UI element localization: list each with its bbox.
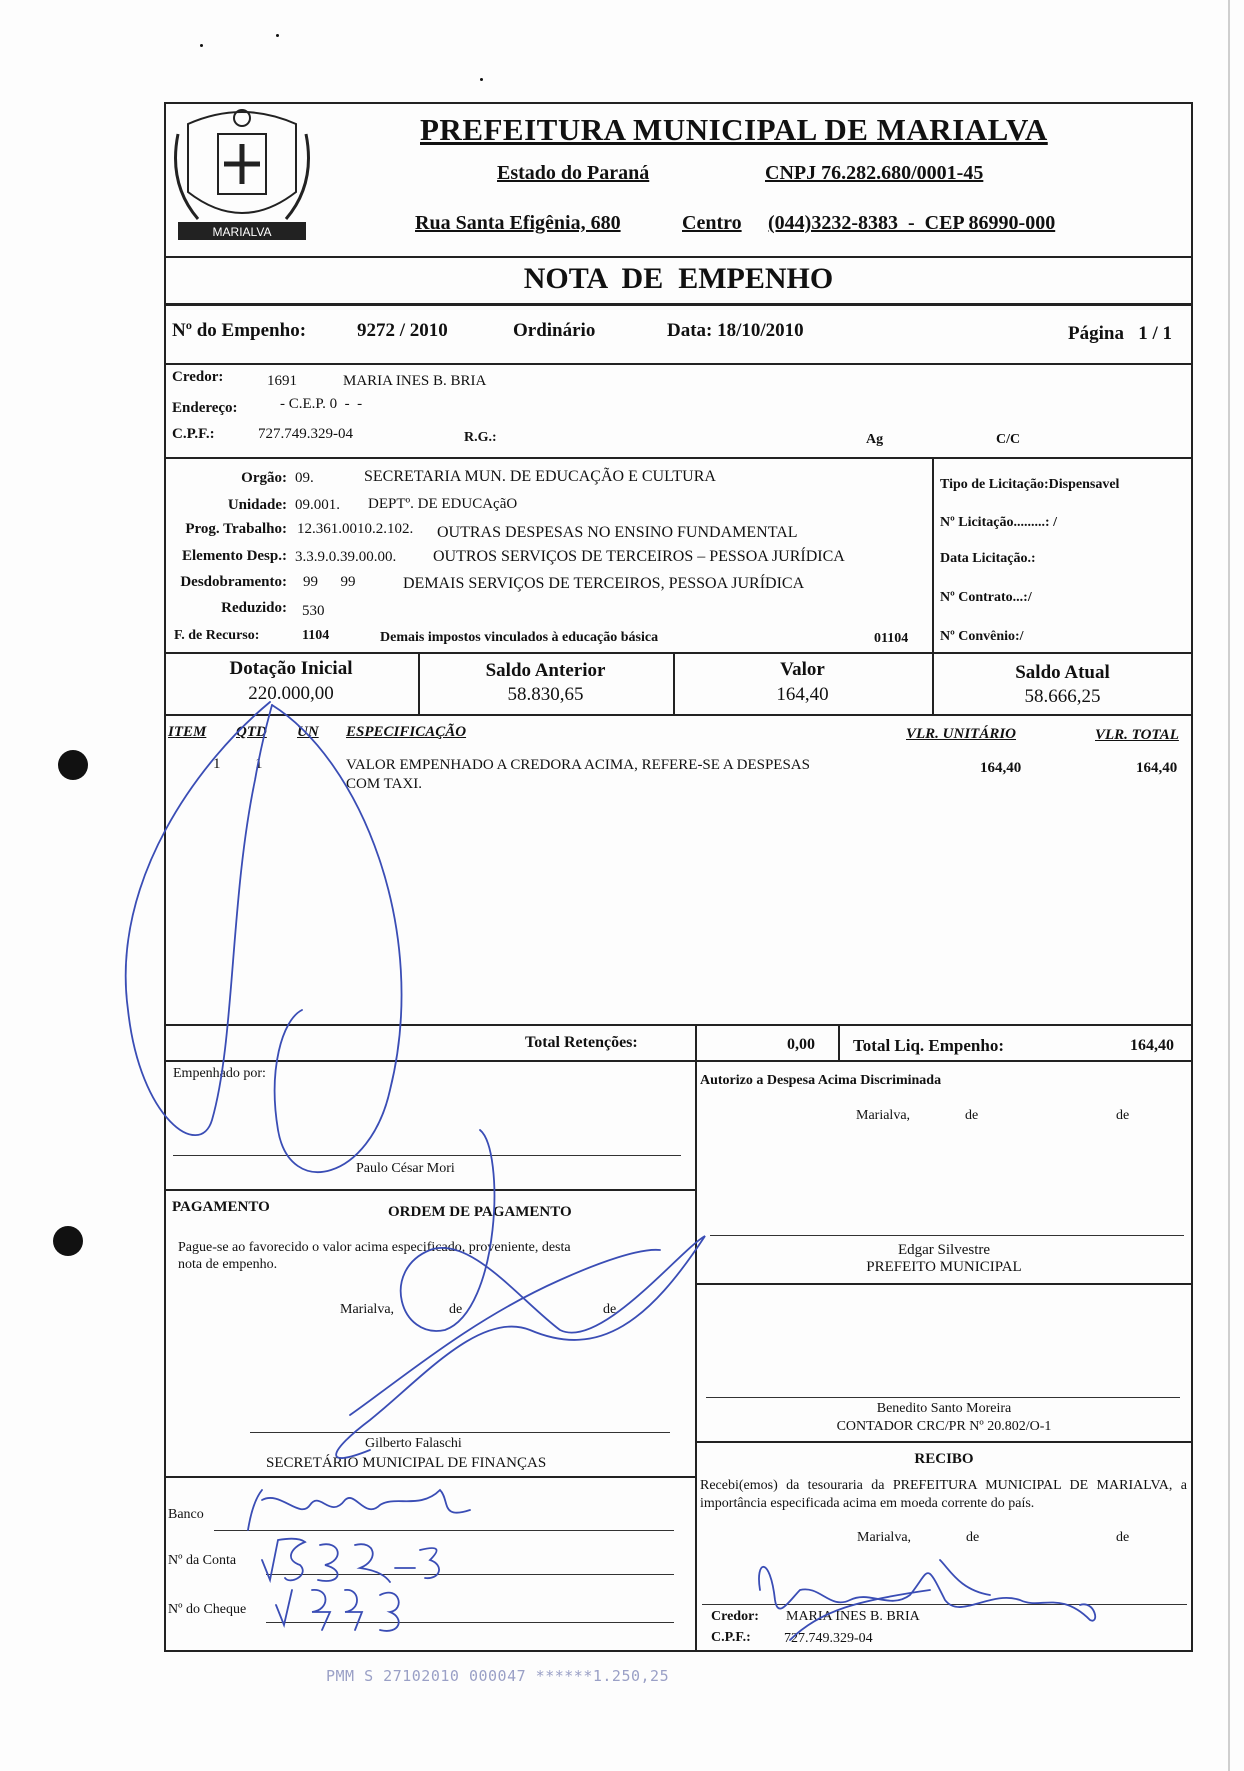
total-liq-label: Total Liq. Empenho: [853, 1036, 1004, 1055]
col-vlr-unitario: VLR. UNITÁRIO [906, 726, 1017, 742]
header-phone-cep: (044)3232-8383 - CEP 86990-000 [768, 212, 1056, 234]
secretario-title: SECRETÁRIO MUNICIPAL DE FINANÇAS [266, 1455, 547, 1471]
orgao-name: SECRETARIA MUN. DE EDUCAÇÃO E CULTURA [364, 468, 716, 485]
document-title: NOTA DE EMPENHO [523, 262, 834, 295]
mori-name: Paulo César Mori [356, 1161, 455, 1176]
item-number: 1 [213, 756, 221, 772]
punch-hole-bottom [53, 1226, 83, 1256]
numero-convenio: Nº Convênio:/ [940, 629, 1024, 644]
tipo-licitacao [940, 477, 1119, 493]
saldo-anterior-label: Saldo Anterior [485, 660, 606, 681]
col-item: ITEM [168, 724, 207, 740]
reduzido-code: 530 [302, 603, 325, 619]
empenho-date: Data: 18/10/2010 [667, 320, 804, 341]
header-address: Rua Santa Efigênia, 680 [415, 212, 621, 234]
contador-title: CONTADOR CRC/PR Nº 20.802/O-1 [836, 1419, 1052, 1434]
rg-label: R.G.: [464, 430, 497, 445]
reduzido-label: Reduzido: [221, 600, 287, 616]
cpf-value: 727.749.329-04 [258, 426, 353, 442]
dotacao-inicial-label: Dotação Inicial [229, 658, 353, 679]
prog-name: OUTRAS DESPESAS NO ENSINO FUNDAMENTAL [437, 524, 798, 541]
recurso-name: Demais impostos vinculados à educação básica [380, 630, 659, 645]
prefeito-name: Edgar Silvestre [897, 1242, 991, 1258]
pague-line2: nota de empenho. [178, 1257, 278, 1272]
cheque-label: Nº do Cheque [168, 1602, 247, 1617]
left-marialva: Marialva, [340, 1302, 395, 1317]
item-unit-price: 164,40 [980, 760, 1022, 776]
machine-stamp: PMM S 27102010 000047 ******1.250,25 [326, 1667, 670, 1685]
data-licitacao: Data Licitação.: [940, 551, 1036, 566]
banco-label: Banco [168, 1507, 204, 1522]
desdobramento-code: 99 99 [303, 574, 356, 590]
recibo-marialva: Marialva, [857, 1530, 912, 1545]
recibo-title: RECIBO [914, 1451, 974, 1467]
desdobramento-name: DEMAIS SERVIÇOS DE TERCEIROS, PESSOA JURÍDICA [403, 575, 805, 592]
empenhado-por: Empenhado por: [173, 1066, 266, 1081]
header-cnpj: CNPJ 76.282.680/0001-45 [765, 162, 984, 184]
saldo-atual-value: 58.666,25 [1024, 686, 1101, 707]
valor-value: 164,40 [776, 684, 829, 705]
empenho-type: Ordinário [513, 320, 596, 341]
orgao-code: 09. [295, 470, 314, 486]
total-retencoes-label: Total Retenções: [525, 1034, 638, 1051]
header-district: Centro [682, 212, 742, 234]
header-title: PREFEITURA MUNICIPAL DE MARIALVA [420, 112, 1048, 147]
tipo-licitacao-text: Tipo de Licitação:Dispensavel [940, 477, 1120, 492]
valor-label: Valor [780, 659, 825, 680]
numero-contrato: Nº Contrato...:/ [940, 590, 1032, 605]
unidade-name: DEPTº. DE EDUCAçãO [368, 496, 518, 512]
prog-code: 12.361.0010.2.102. [297, 521, 414, 537]
recibo-cpf-label: C.P.F.: [711, 1630, 751, 1645]
desdobramento-label: Desdobramento: [180, 574, 287, 590]
unidade-label: Unidade: [227, 497, 287, 513]
autorizo-text: Autorizo a Despesa Acima Discriminada [700, 1073, 942, 1088]
municipal-seal [168, 104, 316, 250]
scan-speck [480, 78, 483, 81]
recurso-code: 1104 [302, 628, 330, 643]
item-espec-line2: COM TAXI. [346, 776, 423, 792]
recibo-text: Recebi(emos) da tesouraria da PREFEITURA MUNICIPAL DE MARIALVA, a importância especificada acima em moeda corrente do país. [700, 1478, 1187, 1511]
item-total: 164,40 [1136, 760, 1178, 776]
scan-speck [276, 34, 279, 37]
right-de2: de [1116, 1108, 1130, 1123]
credor-code: 1691 [267, 373, 297, 389]
right-marialva: Marialva, [856, 1108, 911, 1123]
col-vlr-total: VLR. TOTAL [1095, 727, 1179, 743]
elemento-code: 3.3.9.0.39.00.00. [295, 549, 397, 565]
empenho-label: Nº do Empenho: [172, 320, 307, 341]
pague-line1: Pague-se ao favorecido o valor acima especificado, proveniente, desta [178, 1240, 571, 1255]
elemento-label: Elemento Desp.: [182, 548, 287, 564]
conta-label: Nº da Conta [168, 1553, 237, 1568]
recibo-de2: de [1116, 1530, 1130, 1545]
ag-label: Ag [866, 432, 884, 447]
col-qtd: QTD [236, 724, 267, 740]
recibo-cpf-value: 727.749.329-04 [784, 1631, 873, 1646]
item-espec-line1: VALOR EMPENHADO A CREDORA ACIMA, REFERE-SE A DESPESAS [346, 757, 810, 773]
dotacao-inicial-value: 220.000,00 [248, 683, 334, 704]
total-retencoes-value: 0,00 [787, 1036, 815, 1053]
paper-edge [1228, 0, 1230, 1771]
pagamento-title: PAGAMENTO [172, 1199, 270, 1215]
empenho-number: 9272 / 2010 [357, 320, 448, 341]
saldo-anterior-value: 58.830,65 [507, 684, 584, 705]
left-de1: de [449, 1302, 463, 1317]
recibo-credor-label: Credor: [711, 1609, 759, 1624]
prefeito-title: PREFEITO MUNICIPAL [866, 1259, 1022, 1275]
col-especificacao: ESPECIFICAÇÃO [346, 724, 467, 740]
total-liq-value: 164,40 [1130, 1037, 1174, 1054]
punch-hole-top [58, 750, 88, 780]
unidade-code: 09.001. [295, 497, 340, 513]
scan-speck [200, 44, 203, 47]
endereco-value: - C.E.P. 0 - - [280, 396, 363, 412]
item-qtd: 1 [255, 756, 263, 772]
cpf-label: C.P.F.: [172, 426, 215, 442]
credor-name: MARIA INES B. BRIA [343, 373, 487, 389]
col-un: UN [297, 724, 319, 740]
saldo-atual-label: Saldo Atual [1015, 662, 1110, 683]
falaschi-name: Gilberto Falaschi [365, 1436, 462, 1451]
numero-licitacao: Nº Licitação.........: / [940, 515, 1057, 530]
left-de2: de [603, 1302, 617, 1317]
cc-label: C/C [996, 432, 1021, 447]
seal-text: MARIALVA [212, 225, 272, 239]
prog-label: Prog. Trabalho: [185, 521, 287, 537]
right-de1: de [965, 1108, 979, 1123]
contador-name: Benedito Santo Moreira [876, 1401, 1012, 1416]
orgao-label: Orgão: [241, 470, 287, 486]
recurso-label: F. de Recurso: [174, 628, 260, 643]
header-state: Estado do Paraná [497, 162, 650, 184]
credor-label: Credor: [172, 369, 224, 385]
recurso-extra: 01104 [874, 631, 909, 646]
endereco-label: Endereço: [172, 400, 238, 416]
ordem-pagamento-title: ORDEM DE PAGAMENTO [388, 1204, 572, 1220]
recibo-de1: de [966, 1530, 980, 1545]
recibo-credor-name: MARIA INES B. BRIA [786, 1609, 920, 1624]
elemento-name: OUTROS SERVIÇOS DE TERCEIROS – PESSOA JURÍDICA [433, 548, 845, 565]
page-number: Página 1 / 1 [1068, 323, 1172, 344]
